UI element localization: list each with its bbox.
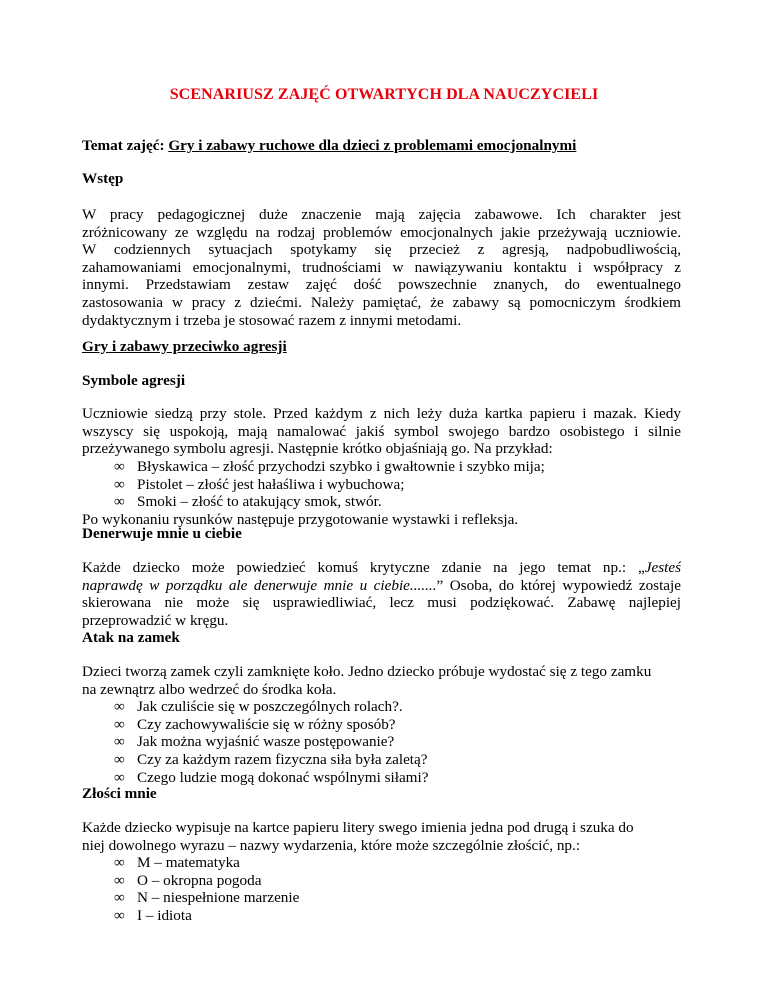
paragraph-line: Po wykonaniu rysunków następuje przygotowanie wystawki i refleksja. (82, 510, 519, 528)
topic-label: Temat zajęć: (82, 137, 165, 154)
paragraph-line: Każde dziecko może powiedzieć komuś krytyczne zdanie na jego temat np.: „Jesteś (82, 559, 681, 576)
list-item: ∞ O – okropna pogoda (114, 871, 262, 889)
paragraph-line: zastosowania w pracy z dziećmi. Należy pamiętać, że zabawy są pomocniczym środkiem (82, 293, 681, 311)
bullet-icon: ∞ (114, 854, 125, 872)
bullet-icon: ∞ (114, 733, 125, 751)
paragraph-line: naprawdę w porządku ale denerwuje mnie u ciebie.......” Osoba, do której wypowiedź zostaje (82, 576, 681, 594)
paragraph-line: Uczniowie siedzą przy stole. Przed każdym z nich leży duża kartka papieru i mazak. Kiedy (82, 405, 681, 422)
document-title: SCENARIUSZ ZAJĘĆ OTWARTYCH DLA NAUCZYCIELI (169, 86, 599, 103)
paragraph-line: zróżnicowany ze względu na rodzaj problemów emocjonalnych jakie przeżywają uczniowie. (82, 223, 681, 241)
list-item: ∞ Jak czuliście się w poszczególnych rolach?. (114, 698, 403, 716)
list-item: ∞ Błyskawica – złość przychodzi szybko i gwałtownie i szybko mija; (114, 458, 545, 475)
paragraph-line: zahamowaniami emocjonalnymi, trudnościami w nawiązywaniu kontaktu i współpracy z (82, 258, 681, 276)
list-item: ∞ N – niespełnione marzenie (114, 889, 300, 907)
list-item: ∞ Jak można wyjaśnić wasze postępowanie? (114, 733, 395, 751)
bullet-icon: ∞ (114, 493, 125, 511)
zlosci-block (82, 819, 681, 925)
paragraph-line: niej dowolnego wyrazu – nazwy wydarzenia, które może szczególnie złościć, np.: (82, 836, 581, 854)
list-item: ∞ Czy zachowywaliście się w różny sposób? (114, 715, 396, 733)
paragraph-line: Każde dziecko wypisuje na kartce papieru litery swego imienia jedna pod drugą i szuka do (82, 819, 634, 836)
bullet-icon: ∞ (114, 889, 125, 907)
paragraph-line: na zewnątrz albo wedrzeć do środka koła. (82, 680, 337, 698)
list-item: ∞ I – idiota (114, 906, 192, 924)
intro-paragraph (82, 206, 681, 329)
symbole-list (82, 458, 681, 528)
list-item: ∞ M – matematyka (114, 854, 240, 872)
denerwuje-heading: Denerwuje mnie u ciebie (82, 525, 242, 542)
atak-heading: Atak na zamek (82, 629, 180, 646)
paragraph-line: W codziennych sytuacjach spotykamy się przecież z agresją, nadpobudliwością, (82, 241, 681, 259)
intro-heading: Wstęp (82, 170, 124, 187)
bullet-icon: ∞ (114, 871, 125, 889)
denerwuje-paragraph (82, 559, 681, 629)
list-item: ∞ Pistolet – złość jest hałaśliwa i wybuchowa; (114, 475, 405, 493)
list-item: ∞ Czy za każdym razem fizyczna siła była zaletą? (114, 750, 428, 768)
paragraph-line: wszyscy się uspokoją, mają namalować jakiś symbol swojego bardzo osobistego i silnie (82, 422, 681, 440)
symbole-heading: Symbole agresji (82, 372, 186, 389)
bullet-icon: ∞ (114, 458, 125, 475)
paragraph-line: przeżywanego symbolu agresji. Następnie krótko objaśniają go. Na przykład: (82, 440, 553, 458)
bullet-icon: ∞ (114, 475, 125, 493)
bullet-icon: ∞ (114, 698, 125, 716)
paragraph-line: skierowana nie może się usprawiedliwiać, lecz musi podziękować. Zabawę najlepiej (82, 594, 681, 612)
paragraph-line: innymi. Przedstawiam zestaw zajęć dość powszechnie znanych, do ewentualnego (82, 276, 681, 294)
paragraph-line: dydaktycznym i trzeba je stosować razem z innymi metodami. (82, 311, 462, 329)
bullet-icon: ∞ (114, 906, 125, 924)
zlosci-heading: Złości mnie (82, 785, 157, 802)
topic-value: Gry i zabawy ruchowe dla dzieci z problemami emocjonalnymi (168, 137, 577, 154)
list-item: ∞ Smoki – złość to atakujący smok, stwór. (114, 493, 382, 511)
bullet-icon: ∞ (114, 750, 125, 768)
topic-line (82, 137, 681, 155)
bullet-icon: ∞ (114, 768, 125, 786)
section-heading: Gry i zabawy przeciwko agresji (82, 338, 287, 355)
paragraph-line: przeprowadzić w kręgu. (82, 611, 229, 629)
paragraph-line: Dzieci tworzą zamek czyli zamknięte koło. Jedno dziecko próbuje wydostać się z tego zamku (82, 663, 652, 680)
bullet-icon: ∞ (114, 715, 125, 733)
atak-block (82, 663, 681, 786)
symbole-paragraph (82, 405, 681, 458)
paragraph-line: W pracy pedagogicznej duże znaczenie mają zajęcia zabawowe. Ich charakter jest (82, 206, 681, 223)
list-item: ∞ Czego ludzie mogą dokonać wspólnymi siłami? (114, 768, 429, 786)
